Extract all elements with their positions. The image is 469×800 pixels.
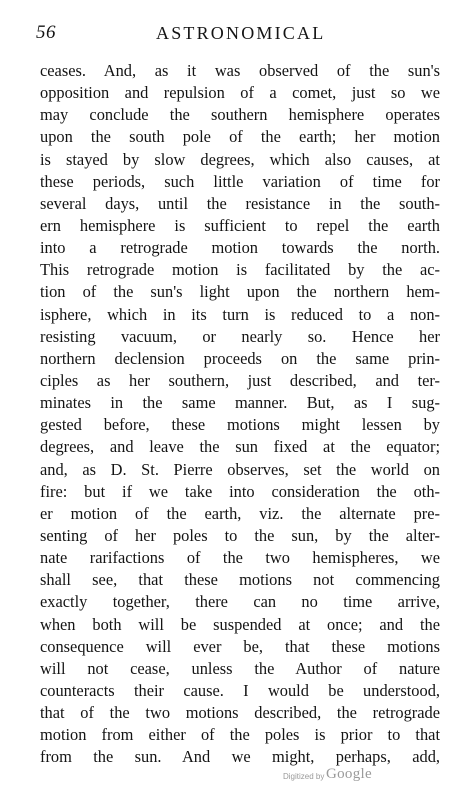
running-title: ASTRONOMICAL bbox=[156, 23, 326, 43]
watermark-prefix: Digitized by bbox=[283, 772, 325, 781]
text-line: several days, until the resistance in the south- bbox=[40, 193, 440, 213]
text-line: This retrograde motion is facilitated by the ac- bbox=[40, 260, 440, 280]
text-line: opposition and repulsion of a comet, just so we bbox=[40, 83, 440, 103]
text-line: degrees, and leave the sun fixed at the equator; bbox=[40, 437, 440, 457]
text-line: northern declension proceeds on the same prin- bbox=[40, 348, 440, 368]
text-line: consequence will ever be, that these motions bbox=[40, 636, 440, 656]
text-line: ceases. And, as it was observed of the sun's bbox=[40, 61, 440, 80]
text-line: minates in the same manner. But, as I sug- bbox=[40, 393, 440, 413]
page-number: 56 bbox=[36, 22, 56, 43]
text-line: ciples as her southern, just described, and ter- bbox=[40, 370, 440, 390]
text-line: isphere, which in its turn is reduced to a non- bbox=[40, 304, 440, 324]
text-line: into a retrograde motion towards the north. bbox=[40, 238, 440, 258]
text-line: shall see, that these motions not commencing bbox=[40, 570, 440, 590]
text-line: exactly together, there can no time arrive, bbox=[40, 592, 440, 612]
text-line: gested before, these motions might lessen by bbox=[40, 415, 440, 435]
text-line: that of the two motions described, the retrograde bbox=[40, 703, 440, 723]
text-line: ern hemisphere is sufficient to repel the earth bbox=[40, 215, 440, 235]
text-line: counteracts their cause. I would be understood, bbox=[40, 680, 440, 700]
watermark-brand: Google bbox=[326, 766, 372, 782]
text-line: and, as D. St. Pierre observes, set the world on bbox=[40, 459, 440, 479]
text-line: when both will be suspended at once; and the bbox=[40, 614, 440, 634]
text-line: senting of her poles to the sun, by the alter- bbox=[40, 525, 440, 545]
text-line: is stayed by slow degrees, which also causes, at bbox=[40, 149, 440, 169]
text-line: from the sun. And we might, perhaps, add, bbox=[40, 747, 440, 767]
text-line: fire: but if we take into consideration the oth- bbox=[40, 481, 440, 501]
text-line: will not cease, unless the Author of nature bbox=[40, 658, 440, 678]
text-line: may conclude the southern hemisphere operates bbox=[40, 105, 440, 125]
text-line: resisting vacuum, or nearly so. Hence her bbox=[40, 326, 440, 346]
text-line: er motion of the earth, viz. the alternate pre- bbox=[40, 503, 440, 523]
text-line: nate rarifactions of the two hemispheres, we bbox=[40, 548, 440, 568]
digitization-watermark bbox=[283, 766, 433, 786]
text-line: motion from either of the poles is prior to that bbox=[40, 725, 440, 745]
body-text bbox=[40, 60, 440, 769]
text-line: these periods, such little variation of time for bbox=[40, 171, 440, 191]
page-header bbox=[36, 22, 436, 48]
text-line: tion of the sun's light upon the northern hem- bbox=[40, 282, 440, 302]
text-line: upon the south pole of the earth; her motion bbox=[40, 127, 440, 147]
